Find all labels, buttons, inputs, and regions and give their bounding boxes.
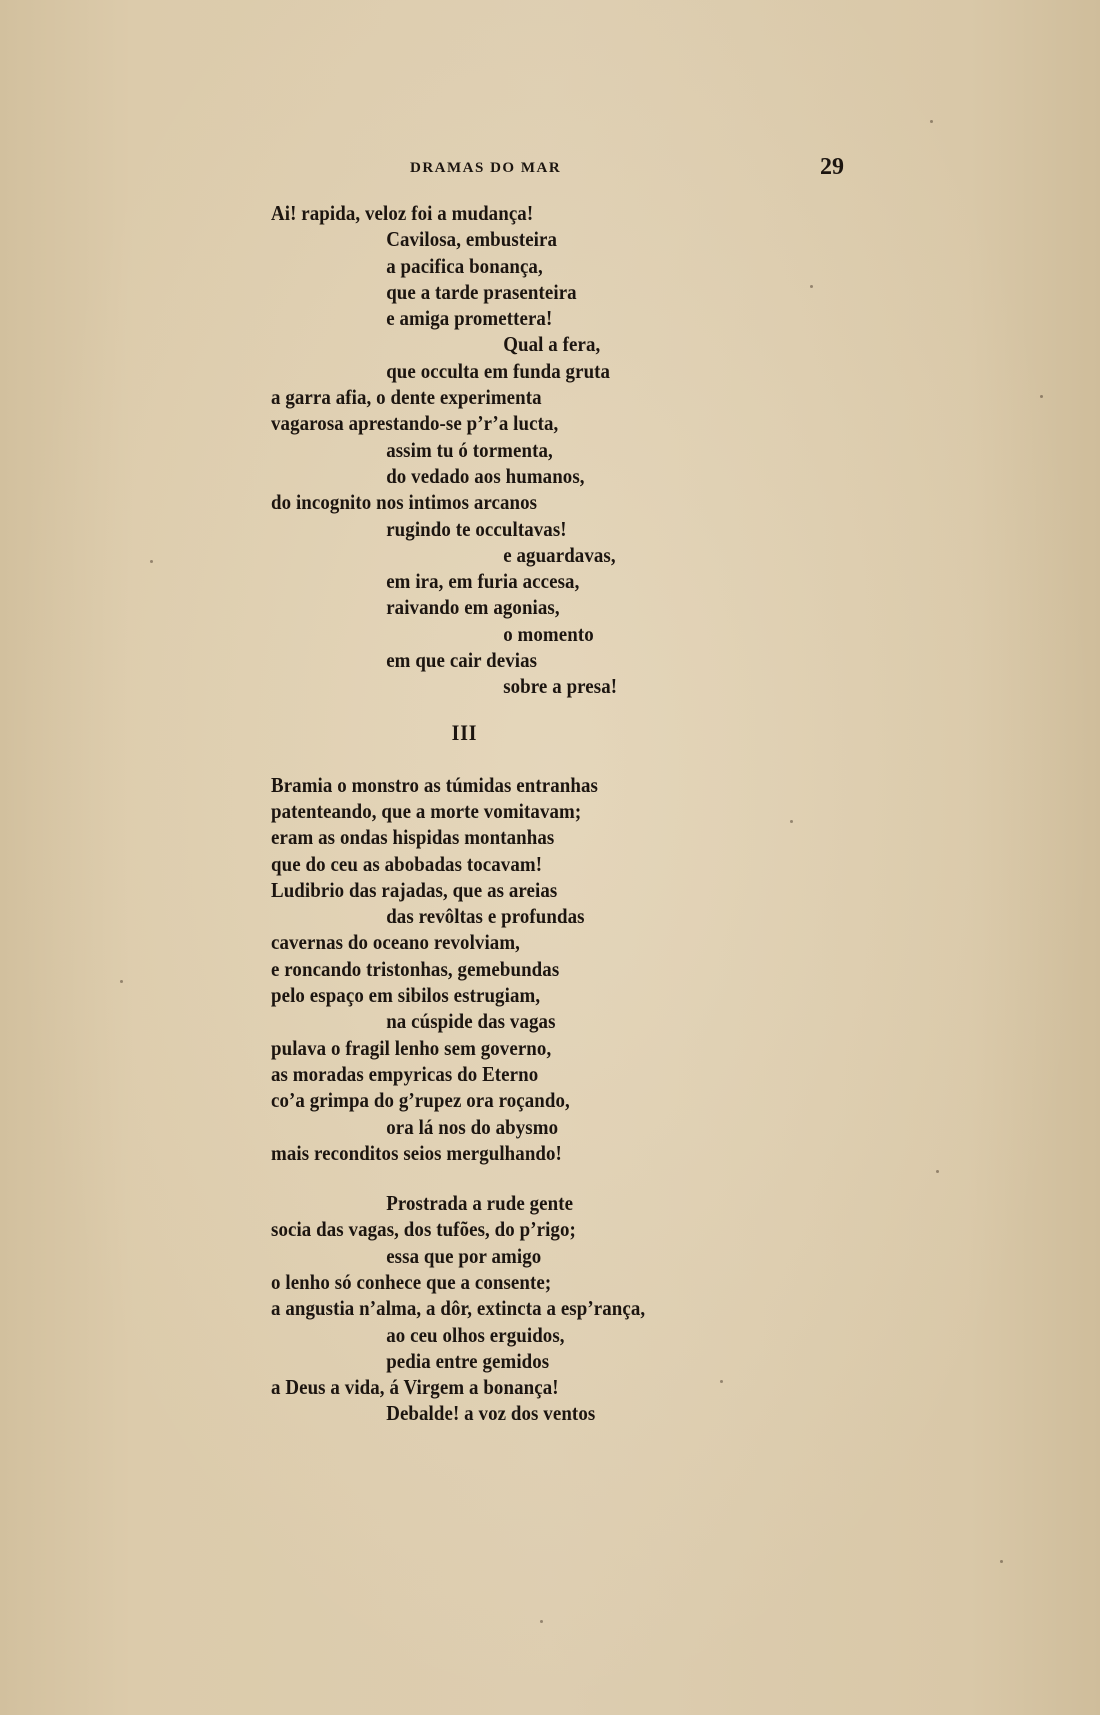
verse-line: a angustia n’alma, a dôr, extincta a esp’rança, (271, 1296, 646, 1321)
verse-line: do vedado aos humanos, (386, 463, 585, 488)
paper-speck (1040, 395, 1043, 398)
verse-line: socia das vagas, dos tufões, do p’rigo; (271, 1217, 576, 1242)
stanza-2 (271, 772, 775, 1166)
page-number: 29 (820, 154, 844, 180)
verse-line: e roncando tristonhas, gemebundas (271, 956, 560, 981)
verse-line: Ai! rapida, veloz foi a mudança! (271, 201, 534, 225)
verse-line: Cavilosa, embusteira (386, 227, 558, 252)
paper-speck (936, 1170, 939, 1173)
poem-text (271, 200, 775, 1427)
verse-line: cavernas do oceano revolviam, (271, 930, 520, 955)
verse-line: assim tu ó tormenta, (386, 437, 553, 462)
verse-line: pelo espaço em sibilos estrugiam, (271, 983, 541, 1008)
verse-line: que a tarde prasenteira (386, 279, 577, 304)
paper-speck (1000, 1560, 1003, 1563)
stanza-1 (271, 200, 775, 700)
paper-speck (790, 820, 793, 823)
verse-line: pedia entre gemidos (386, 1348, 550, 1373)
verse-line: raivando em agonias, (386, 595, 560, 620)
verse-line: Qual a fera, (503, 332, 601, 357)
verse-line: e amiga promettera! (386, 306, 553, 331)
verse-line: a Deus a vida, á Virgem a bonança! (271, 1375, 559, 1400)
verse-line: as moradas empyricas do Eterno (271, 1061, 539, 1086)
paper-speck (540, 1620, 543, 1623)
verse-line: vagarosa aprestando-se p’r’a lucta, (271, 411, 559, 436)
stanza-3 (271, 1190, 775, 1427)
running-title: DRAMAS DO MAR (410, 160, 562, 176)
verse-line: sobre a presa! (503, 674, 618, 699)
verse-line: co’a grimpa do g’rupez ora roçando, (271, 1088, 570, 1113)
verse-line: Ludibrio das rajadas, que as areias (271, 877, 558, 902)
verse-line: Debalde! a voz dos ventos (386, 1401, 596, 1426)
verse-line: que occulta em funda gruta (386, 358, 611, 383)
verse-line: patenteando, que a morte vomitavam; (271, 798, 582, 823)
paper-speck (810, 285, 813, 288)
verse-line: na cúspide das vagas (386, 1009, 556, 1034)
verse-line: Bramia o monstro as túmidas entranhas (271, 772, 598, 797)
verse-line: eram as ondas hispidas montanhas (271, 825, 555, 850)
verse-line: que do ceu as abobadas tocavam! (271, 851, 543, 876)
verse-line: mais reconditos seios mergulhando! (271, 1140, 562, 1165)
verse-line: ora lá nos do abysmo (386, 1114, 559, 1139)
verse-line: em que cair devias (386, 648, 538, 673)
paper-speck (150, 560, 153, 563)
verse-line: essa que por amigo (386, 1243, 542, 1268)
paper-speck (120, 980, 123, 983)
verse-line: das revôltas e profundas (386, 904, 585, 929)
verse-line: o lenho só conhece que a consente; (271, 1269, 552, 1294)
verse-line: do incognito nos intimos arcanos (271, 490, 538, 515)
section-heading: III (451, 719, 478, 745)
verse-line: e aguardavas, (503, 542, 616, 567)
stanza-gap (271, 1166, 775, 1190)
verse-line: a pacifica bonança, (386, 253, 543, 278)
verse-line: rugindo te occultavas! (386, 516, 567, 541)
paper-speck (930, 120, 933, 123)
verse-line: Prostrada a rude gente (386, 1191, 574, 1216)
verse-line: em ira, em furia accesa, (386, 569, 580, 594)
verse-line: ao ceu olhos erguidos, (386, 1322, 565, 1347)
page-header (270, 154, 850, 188)
verse-line: a garra afia, o dente experimenta (271, 385, 542, 410)
verse-line: o momento (503, 621, 594, 646)
verse-line: pulava o fragil lenho sem governo, (271, 1035, 552, 1060)
